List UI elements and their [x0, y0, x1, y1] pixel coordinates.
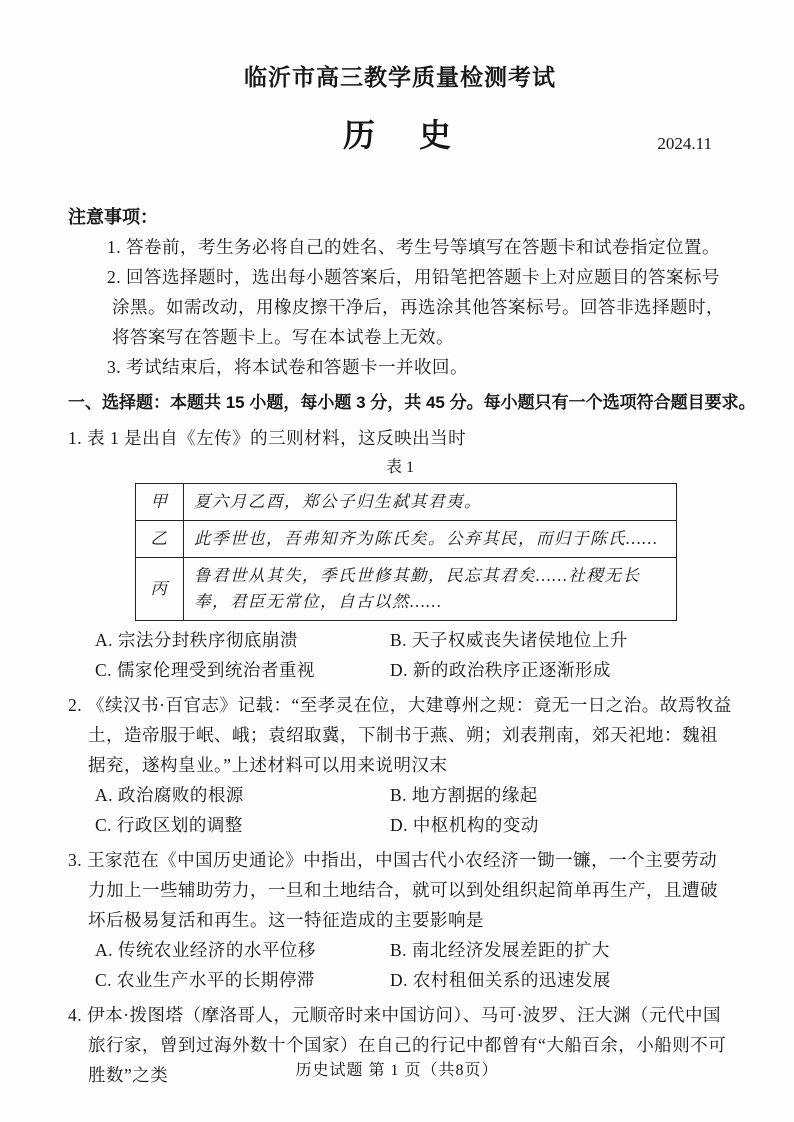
- subject-row: [68, 114, 732, 156]
- question-4-text: 伊本·拨图塔（摩洛哥人，元顺帝时来中国访问）、马可·波罗、汪大渊（元代中国旅行家，曾到过海外数十个国家）在自己的行记中都曾有“大船百余，小船则不可胜数”之类: [87, 1005, 727, 1085]
- question-2: [68, 690, 732, 840]
- question-2-options-ab: [68, 780, 732, 810]
- question-3-option-d: D. 农村租佃关系的迅速发展: [390, 970, 611, 990]
- row-text-yi: 此季世也，吾弗知齐为陈氏矣。公弃其民，而归于陈氏……: [184, 521, 677, 558]
- row-text-jia: 夏六月乙酉，郑公子归生弑其君夷。: [184, 484, 677, 521]
- table-row-bing: [136, 558, 677, 621]
- question-3-options-cd: [68, 965, 732, 995]
- question-3-options-ab: [68, 935, 732, 965]
- page-footer: 历史试题 第 1 页（共8页）: [295, 1062, 499, 1079]
- exam-title: 临沂市高三教学质量检测考试: [244, 64, 556, 90]
- exam-date: 2024.11: [657, 134, 712, 153]
- question-4-number: 4.: [68, 1005, 83, 1025]
- table-row-yi: [136, 521, 677, 558]
- question-1-options-ab: [68, 625, 732, 655]
- question-2-text: 《续汉书·百官志》记载：“至孝灵在位，大建尊州之规：竟无一日之治。故焉牧益土，造帝服于岷、峨；袁绍取冀，下制书于燕、朔；刘表荆南，郊天祀地：魏祖据兖，遂构皇业。”上述材料可以用来说明汉末: [87, 695, 732, 775]
- materials-table: [135, 483, 677, 621]
- row-text-bing: 鲁君世从其失，季氏世修其勤，民忘其君矣……社稷无长奉，君臣无常位，自古以然……: [184, 558, 677, 621]
- question-3: [68, 845, 732, 995]
- table-1-caption: 表 1: [385, 459, 414, 476]
- question-1-option-b: B. 天子权威丧失诸侯地位上升: [390, 630, 628, 650]
- question-3-text: 王家范在《中国历史通论》中指出，中国古代小农经济一锄一镰，一个主要劳动力加上一些辅助劳力，一旦和土地结合，就可以到处组织起简单再生产，且遭破坏后极易复活和再生。这一特征造成的主要影响是: [87, 850, 718, 930]
- question-1-option-d: D. 新的政治秩序正逐渐形成: [390, 660, 611, 680]
- question-1-options-cd: [68, 655, 732, 685]
- row-label-bing: 丙: [136, 558, 184, 621]
- question-1: [68, 423, 732, 685]
- question-2-option-d: D. 中枢机构的变动: [390, 815, 539, 835]
- notice-item-2: 2. 回答选择题时，选出每小题答案后，用铅笔把答题卡上对应题目的答案标号涂黑。如需改动，用橡皮擦干净后，再选涂其他答案标号。回答非选择题时，将答案写在答题卡上。写在本试卷上无效。: [107, 267, 724, 347]
- question-2-stem: [68, 690, 732, 780]
- question-1-option-c: C. 儒家伦理受到统治者重视: [95, 660, 315, 680]
- question-2-option-c: C. 行政区划的调整: [95, 815, 243, 835]
- table-row-jia: [136, 484, 677, 521]
- question-1-number: 1.: [68, 428, 83, 448]
- question-2-number: 2.: [68, 695, 83, 715]
- question-3-option-a: A. 传统农业经济的水平位移: [95, 940, 316, 960]
- row-label-yi: 乙: [136, 521, 184, 558]
- question-1-stem: [68, 423, 732, 453]
- question-2-option-b: B. 地方割据的缘起: [390, 785, 538, 805]
- notice-heading: 注意事项：: [68, 207, 158, 227]
- question-3-option-b: B. 南北经济发展差距的扩大: [390, 940, 610, 960]
- question-3-number: 3.: [68, 850, 83, 870]
- question-1-text: 表 1 是出自《左传》的三则材料，这反映出当时: [87, 428, 467, 448]
- question-3-stem: [68, 845, 732, 935]
- section-heading: 一、选择题：本题共 15 小题，每小题 3 分，共 45 分。每小题只有一个选项符合题目要求。: [68, 393, 756, 412]
- question-3-option-c: C. 农业生产水平的长期停滞: [95, 970, 315, 990]
- question-1-option-a: A. 宗法分封秩序彻底崩溃: [95, 630, 298, 650]
- subject-title: 历 史: [342, 117, 457, 153]
- notice-item-3: 3. 考试结束后，将本试卷和答题卡一并收回。: [107, 357, 468, 377]
- question-2-option-a: A. 政治腐败的根源: [95, 785, 244, 805]
- row-label-jia: 甲: [136, 484, 184, 521]
- notice-item-1: 1. 答卷前，考生务必将自己的姓名、考生号等填写在答题卡和试卷指定位置。: [107, 237, 720, 257]
- question-2-options-cd: [68, 810, 732, 840]
